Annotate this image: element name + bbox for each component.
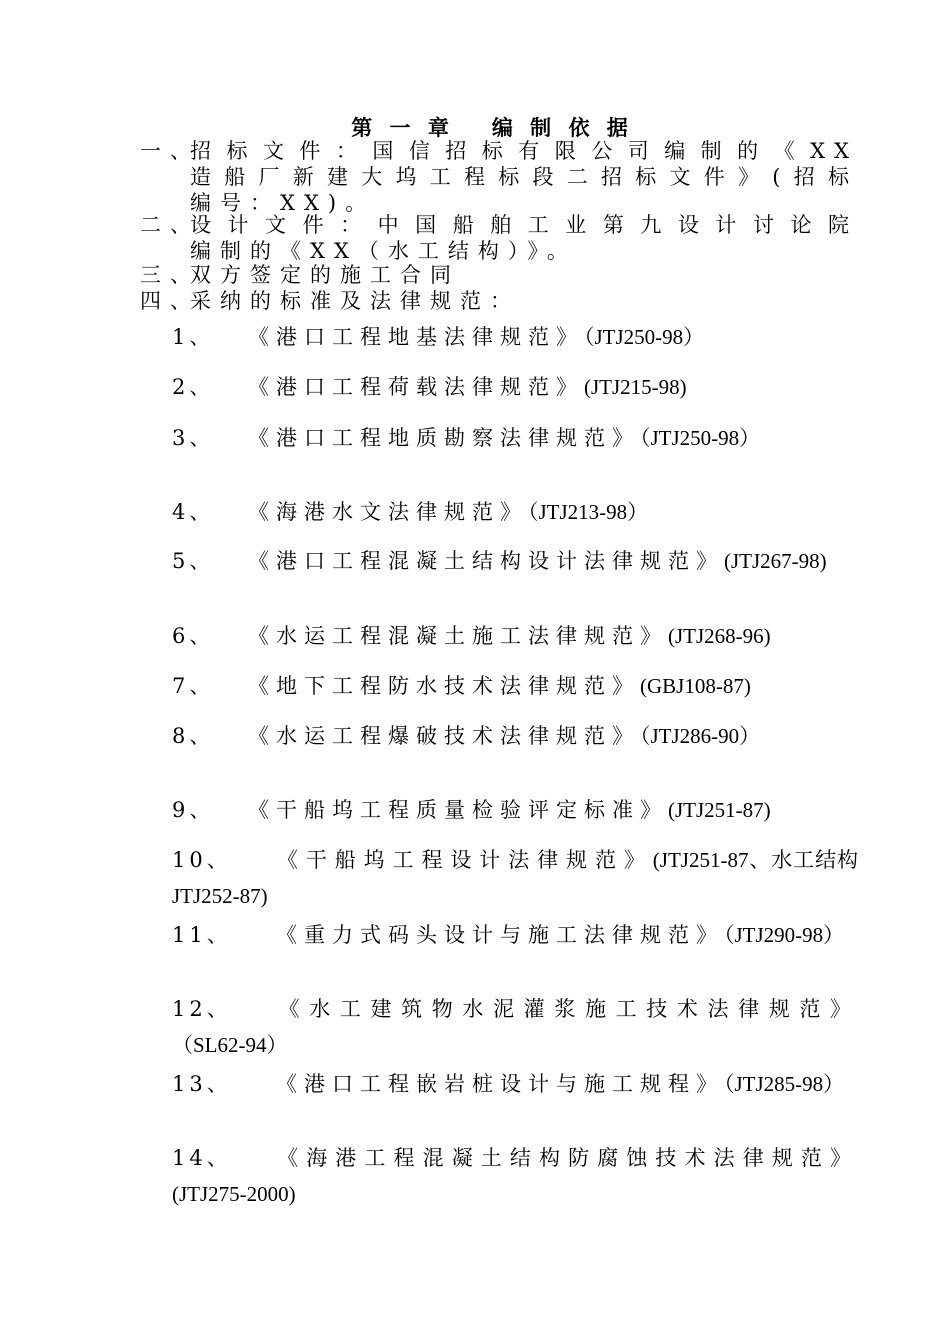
item-number: 12、 xyxy=(172,997,232,1021)
item-number: 3、 xyxy=(172,426,215,450)
item-title: 《水工建筑物水泥灌浆施工技术法律规范》 xyxy=(276,997,858,1021)
item-code: （JTJ250-98） xyxy=(640,426,761,450)
item-title: 《港口工程地质勘察法律规范》 xyxy=(248,426,640,450)
item-code: (JTJ268-96) xyxy=(668,624,771,648)
item-number: 13、 xyxy=(172,1072,232,1096)
item-code: （JTJ290-98） xyxy=(724,923,845,947)
item-number: 10、 xyxy=(172,848,232,872)
section-number: 一、 xyxy=(140,139,200,163)
item-code: (GBJ108-87) xyxy=(640,674,751,698)
item-number: 5、 xyxy=(172,549,215,573)
standard-item xyxy=(172,668,858,704)
section-number: 四、 xyxy=(140,289,200,313)
item-number: 6、 xyxy=(172,624,215,648)
section-text: 造船厂新建大坞工程标段二招标文件》(招标 xyxy=(190,165,858,189)
item-title: 《港口工程地基法律规范》 xyxy=(248,325,584,349)
item-code: (JTJ251-87) xyxy=(668,798,771,822)
section-text: 招标文件：国信招标有限公司编制的《XX xyxy=(190,139,858,163)
section-number: 二、 xyxy=(140,213,200,237)
item-number: 4、 xyxy=(172,500,215,524)
item-code: （SL62-94） xyxy=(172,1033,288,1057)
item-code: （JTJ285-98） xyxy=(724,1072,845,1096)
standard-item xyxy=(172,319,858,355)
standard-item xyxy=(172,494,858,530)
item-number: 8、 xyxy=(172,724,215,748)
standard-item xyxy=(172,420,858,456)
item-code: (JTJ215-98) xyxy=(584,375,687,399)
section-2 xyxy=(140,212,858,264)
section-text: 编号：XX)。 xyxy=(190,191,376,215)
item-code: (JTJ251-87、水工结构 JTJ252-87) xyxy=(172,848,858,908)
section-number: 三、 xyxy=(140,263,200,287)
item-number: 9、 xyxy=(172,798,215,822)
item-number: 1、 xyxy=(172,325,215,349)
section-text: 编制的《XX（水工结构）》。 xyxy=(190,239,577,263)
standard-item xyxy=(172,1066,858,1102)
item-title: 《海港水文法律规范》 xyxy=(248,500,528,524)
standard-item xyxy=(172,991,858,1063)
standard-item xyxy=(172,543,858,579)
item-title: 《港口工程荷载法律规范》 xyxy=(248,375,584,399)
item-code: （JTJ213-98） xyxy=(528,500,649,524)
standard-item xyxy=(172,917,858,953)
item-code: （JTJ250-98） xyxy=(584,325,705,349)
item-number: 11、 xyxy=(172,923,232,947)
item-title: 《海港工程混凝土结构防腐蚀技术法律规范》 xyxy=(276,1146,858,1170)
item-code: (JTJ267-98) xyxy=(724,549,827,573)
standard-item xyxy=(172,718,858,754)
item-title: 《水运工程混凝土施工法律规范》 xyxy=(248,624,668,648)
section-3 xyxy=(140,262,858,288)
standard-item xyxy=(172,1140,858,1212)
section-text: 设计文件：中国船舶工业第九设计讨论院 xyxy=(190,213,858,237)
section-1 xyxy=(140,138,858,216)
standard-item xyxy=(172,369,858,405)
chapter-name: 编 制 依 据 xyxy=(491,115,633,140)
chapter-number: 第 一 章 xyxy=(351,115,454,140)
item-title: 《港口工程嵌岩桩设计与施工规程》 xyxy=(276,1072,724,1096)
item-code: (JTJ275-2000) xyxy=(172,1182,296,1206)
item-title: 《干船坞工程设计法律规范》 xyxy=(276,848,653,872)
item-title: 《干船坞工程质量检验评定标准》 xyxy=(248,798,668,822)
section-text: 双方签定的施工合同 xyxy=(190,263,460,287)
item-title: 《重力式码头设计与施工法律规范》 xyxy=(276,923,724,947)
standard-item xyxy=(172,792,858,828)
standard-item xyxy=(172,618,858,654)
section-4 xyxy=(140,288,858,314)
item-title: 《港口工程混凝土结构设计法律规范》 xyxy=(248,549,724,573)
item-code: （JTJ286-90） xyxy=(640,724,761,748)
item-title: 《水运工程爆破技术法律规范》 xyxy=(248,724,640,748)
item-number: 7、 xyxy=(172,674,215,698)
item-title: 《地下工程防水技术法律规范》 xyxy=(248,674,640,698)
item-number: 14、 xyxy=(172,1146,232,1170)
section-text: 采纳的标准及法律规范： xyxy=(190,289,520,313)
standard-item xyxy=(172,842,858,914)
item-number: 2、 xyxy=(172,375,215,399)
